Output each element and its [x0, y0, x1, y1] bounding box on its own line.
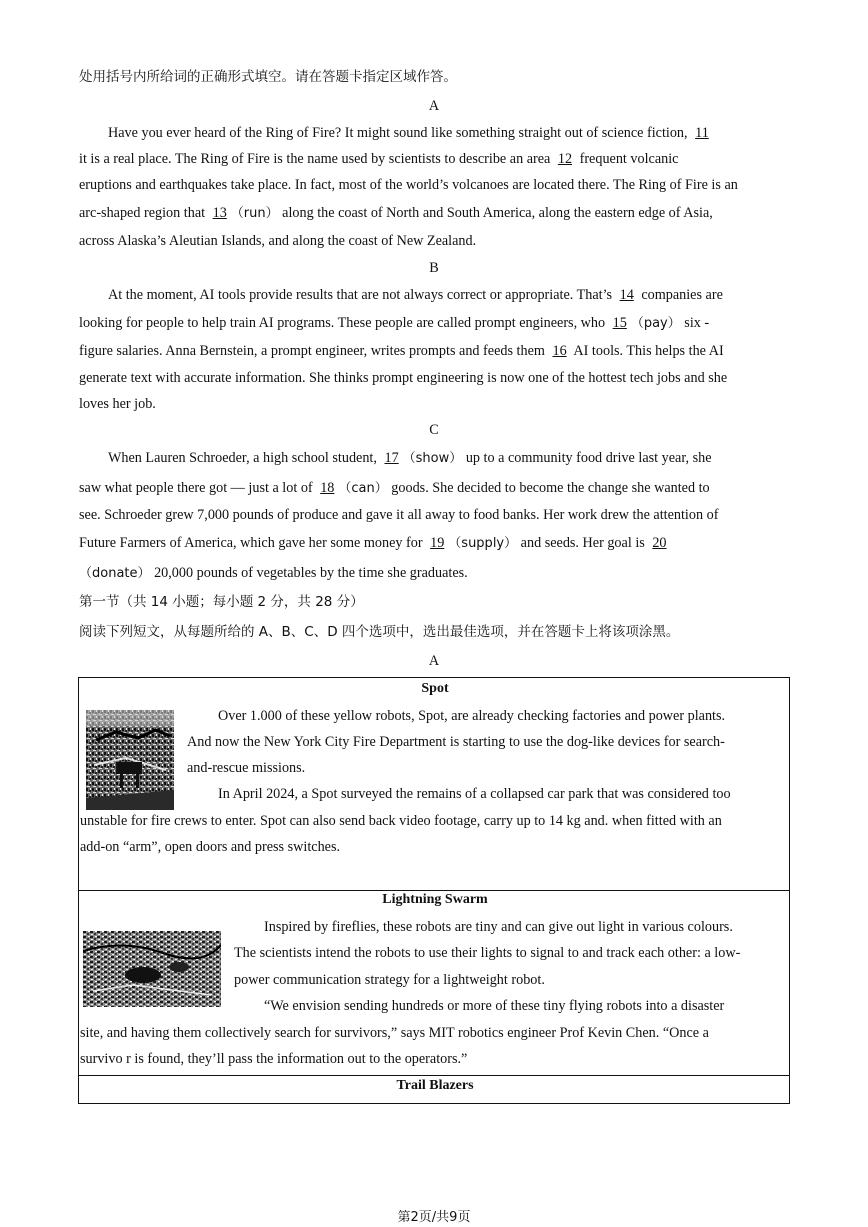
spot-line-1: Over 1.000 of these yellow robots, Spot, are already checking factories and power plants. — [218, 708, 726, 724]
passage-a-line-2: it is a real place. The Ring of Fire is the name used by scientists to describe an area 12 frequent volcanic — [79, 151, 679, 167]
swarm-line-4: “We envision sending hundreds or more of these tiny flying robots into a disaster — [264, 998, 725, 1014]
swarm-line-1: Inspired by fireflies, these robots are tiny and can give out light in various colours. — [264, 919, 733, 935]
blank-18: 18 — [320, 480, 335, 496]
blank-12: 12 — [557, 151, 573, 167]
spot-title: Spot — [421, 681, 449, 696]
lightning-swarm-title: Lightning Swarm — [382, 892, 488, 907]
passage-b-label: B — [429, 260, 439, 276]
passage-b-line-1: At the moment, AI tools provide results that are not always correct or appropriate. That’s 14 companies are — [108, 287, 723, 303]
blank-16: 16 — [552, 343, 567, 359]
passage-a-line-4: arc-shaped region that 13 （run） along the coast of North and South America, along the eastern edge of Asia, — [79, 205, 713, 221]
swarm-line-3: power communication strategy for a lightweight robot. — [234, 972, 545, 988]
swarm-line-6: survivo r is found, they’ll pass the information out to the operators.” — [80, 1051, 468, 1067]
reading-a-label: A — [428, 653, 440, 669]
hint-18: （can） — [338, 481, 388, 496]
spot-line-4: In April 2024, a Spot surveyed the remains of a collapsed car park that was considered too — [218, 786, 731, 802]
passage-c-line-2: saw what people there got — just a lot of 18 （can） goods. She decided to become the change she wanted to — [79, 480, 710, 496]
swarm-line-2: The scientists intend the robots to use their lights to signal to and track each other: a low- — [234, 945, 741, 961]
hint-15: （pay） — [630, 316, 681, 331]
passage-c-line-3: see. Schroeder grew 7,000 pounds of produce and gave it all away to food banks. Her work drew the attention of — [79, 507, 719, 523]
hint-17: （show） — [402, 451, 463, 466]
spot-line-2: And now the New York City Fire Department is starting to use the dog-like devices for search- — [187, 734, 725, 750]
blank-14: 14 — [619, 287, 634, 303]
trail-blazers-title: Trail Blazers — [396, 1078, 474, 1093]
hint-13: （run） — [230, 206, 279, 221]
blank-11: 11 — [695, 125, 709, 141]
spot-line-5: unstable for fire crews to enter. Spot can also send back video footage, carry up to 14 kg and. when fitted with an — [80, 813, 722, 829]
passage-b-line-3: figure salaries. Anna Bernstein, a prompt engineer, writes prompts and feeds them 16 AI tools. This helps the AI — [79, 343, 724, 359]
blank-20: 20 — [652, 535, 667, 551]
passage-b-line-4: generate text with accurate information. She thinks prompt engineering is now one of the hottest tech jobs and she — [79, 370, 728, 386]
section-instruction: 阅读下列短文，从每题所给的 A、B、C、D 四个选项中，选出最佳选项，并在答题卡上将该项涂黑。 — [79, 624, 680, 640]
section-header: 第一节（共 14 小题；每小题 2 分，共 28 分） — [79, 594, 364, 610]
spot-robot-image — [86, 710, 174, 810]
page-number: 第2页/共9页 — [397, 1210, 471, 1225]
fill-in-instruction: 处用括号内所给词的正确形式填空。请在答题卡指定区域作答。 — [79, 69, 457, 85]
swarm-line-5: site, and having them collectively search for survivors,” says MIT robotics engineer Prof Kevin Chen. “Once a — [80, 1025, 709, 1041]
lightning-swarm-box — [78, 890, 790, 1076]
passage-b-line-5: loves her job. — [79, 396, 156, 412]
passage-a-line-5: across Alaska’s Aleutian Islands, and along the coast of New Zealand. — [79, 233, 477, 249]
passage-a-line-1: Have you ever heard of the Ring of Fire? It might sound like something straight out of science fiction, 11 — [108, 124, 791, 142]
spot-line-6: add-on “arm”, open doors and press switches. — [80, 839, 341, 855]
swarm-robot-illustration — [83, 931, 221, 1007]
passage-c-line-4: Future Farmers of America, which gave her some money for 19 （supply） and seeds. Her goal is 20 — [79, 534, 791, 553]
swarm-robot-image — [83, 931, 221, 1007]
hint-19: （supply） — [448, 536, 518, 551]
blank-13: 13 — [212, 205, 227, 221]
spot-robot-illustration — [86, 710, 174, 810]
blank-15: 15 — [612, 315, 627, 331]
blank-17: 17 — [384, 450, 399, 466]
trail-blazers-box — [78, 1075, 790, 1104]
hint-20: （donate） — [79, 566, 151, 581]
spot-box — [78, 677, 790, 891]
passage-a-line-3: eruptions and earthquakes take place. In fact, most of the world’s volcanoes are located there. The Ring of Fire is an — [79, 177, 738, 193]
passage-c-label: C — [429, 422, 439, 438]
passage-c-line-5: （donate） 20,000 pounds of vegetables by the time she graduates. — [79, 565, 468, 581]
blank-19: 19 — [430, 535, 445, 551]
passage-c-line-1: When Lauren Schroeder, a high school student, 17 （show） up to a community food drive last year, she — [108, 450, 712, 466]
passage-a-label: A — [428, 98, 440, 114]
spot-line-3: and-rescue missions. — [187, 760, 306, 776]
passage-b-line-2: looking for people to help train AI programs. These people are called prompt engineers, who 15 （pay） six - — [79, 315, 710, 331]
